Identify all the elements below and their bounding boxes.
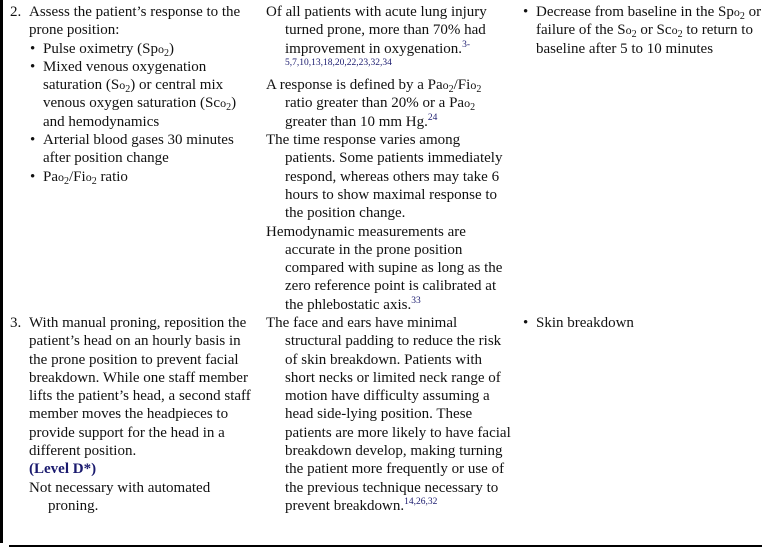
intervention-item bbox=[10, 3, 260, 40]
evidence-level: (Level D*) bbox=[29, 461, 97, 478]
list-item: • Arterial blood gases 30 minutes after position change bbox=[29, 131, 260, 168]
rationale-cell bbox=[266, 3, 511, 314]
report-list bbox=[522, 314, 762, 332]
rationale-paragraph: The time response varies among patients. Some patients immediately respond, whereas others may take 6 hours to show maximal response to the position change. bbox=[266, 132, 503, 222]
intervention-text: Assess the patient’s response to the prone position: bbox=[29, 4, 241, 39]
list-item: • Decrease from baseline in the Spo$_2$ or failure of the $So_2$ or Sco$_2$ to return to baseline after 5 to 10 minutes bbox=[522, 3, 762, 58]
rationale-paragraph: Hemodynamic measurements are accurate in the prone position compared with supine as long as the zero reference point is calibrated at the phlebostatic axis.$^{33}$ bbox=[266, 223, 503, 313]
list-item: • Mixed venous oxygenation saturation $(So_2)$ or central mix venous oxygen saturation (Sco$_2$) and hemodynamics bbox=[29, 58, 260, 131]
report-cell bbox=[522, 314, 762, 332]
citation-refs[interactable]: 24 bbox=[427, 112, 438, 123]
report-list bbox=[522, 3, 762, 58]
list-item: • Pao$_2$/Fio$_2$ ratio bbox=[29, 168, 260, 186]
assessment-list bbox=[29, 40, 260, 186]
list-item: • Skin breakdown bbox=[522, 314, 762, 332]
rationale-paragraph: A response is defined by a Pao$_2$/Fio$_2$ ratio greater than 20% or a Pao$_2$ greater than 10 mm Hg.$^{24}$ bbox=[266, 77, 482, 130]
rationale-paragraph: The face and ears have minimal structural padding to reduce the risk of skin breakdown. Patients with short necks or limited neck range of motion have difficulty assuming a head side-lying position. These patients are more likely to have facial breakdown develop, making turning the patient more frequently or use of the previous technique necessary to prevent breakdown.$^{14,26,32}$ bbox=[266, 315, 511, 514]
step-number: 2. bbox=[10, 4, 22, 20]
intervention-cell bbox=[10, 314, 260, 515]
rationale-cell bbox=[266, 314, 511, 515]
intervention-item bbox=[10, 314, 260, 515]
intervention-text: With manual proning, reposition the patient’s head on an hourly basis in the prone position to prevent facial breakdown. While one staff member lifts the patient’s head, a second staff member moves the headpieces to provide support for the head in a different position. bbox=[29, 315, 251, 460]
report-cell bbox=[522, 3, 762, 58]
left-margin-bar bbox=[0, 0, 3, 543]
intervention-note: Not necessary with automated proning. bbox=[29, 479, 211, 514]
rationale-paragraph: Of all patients with acute lung injury turned prone, more than 70% had improvement in oxygenation.$^{3-5,7,10,13,18,20,22,23,32,34}$ bbox=[266, 4, 487, 68]
intervention-cell bbox=[10, 3, 260, 186]
citation-refs[interactable]: 14,26,32 bbox=[404, 496, 438, 507]
list-item: • Pulse oximetry (Spo$_2$) bbox=[29, 40, 260, 58]
citation-refs[interactable]: 33 bbox=[411, 295, 421, 306]
citation-refs[interactable]: 3-5,7,10,13,18,20,22,23,32,34 bbox=[285, 39, 470, 68]
step-number: 3. bbox=[10, 315, 22, 331]
table-bottom-rule bbox=[9, 545, 762, 547]
